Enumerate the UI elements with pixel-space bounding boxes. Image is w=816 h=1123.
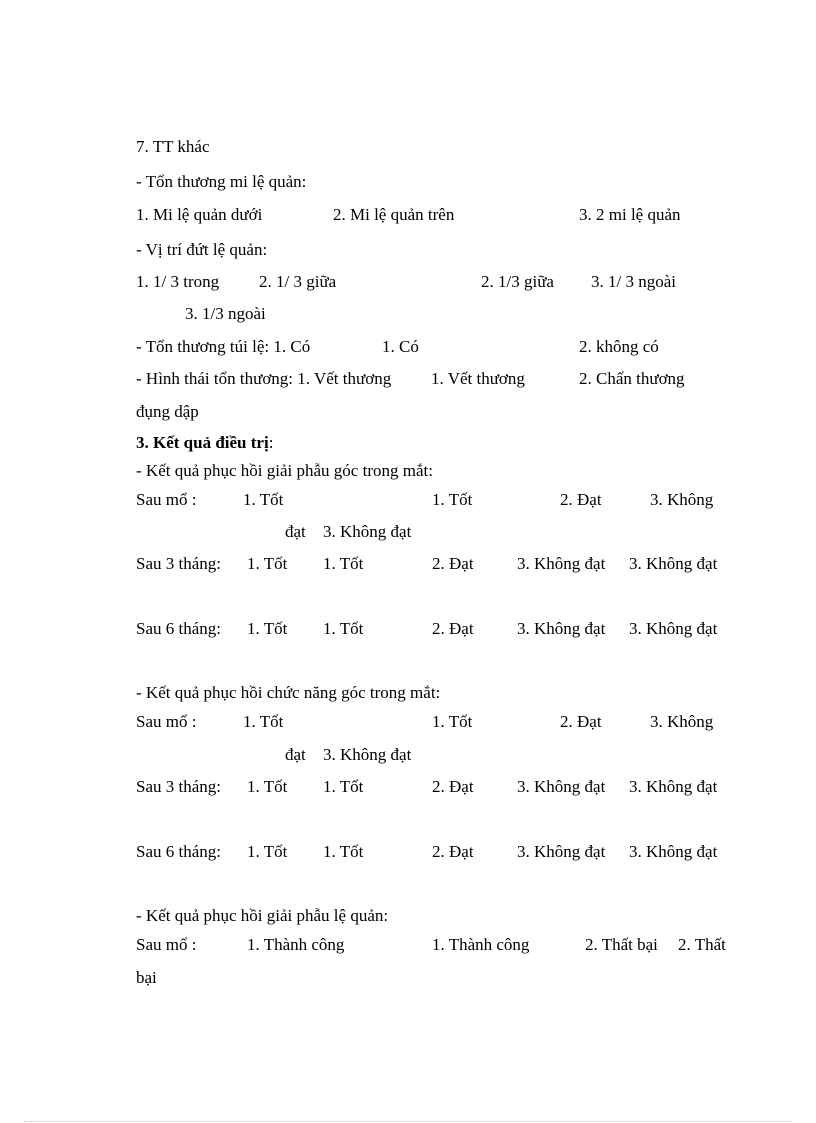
- gp-goc-sau-6-label: Sau 6 tháng:: [136, 619, 221, 638]
- gp-le-quan-sau-mo-option: 1. Thành công: [247, 935, 345, 954]
- hinh-thai-continuation: đụng dập: [136, 402, 199, 421]
- cn-goc-sau-mo-option: 1. Tốt: [243, 712, 284, 731]
- cn-goc-sau-6-option: 2. Đạt: [432, 842, 474, 861]
- gp-goc-sau-6-option: 1. Tốt: [323, 619, 364, 638]
- cn-goc-sau-mo-option: 3. Không: [650, 712, 714, 731]
- mi-le-quan-option: 1. Mi lệ quản dưới: [136, 205, 263, 224]
- gp-goc-sau-3-option: 3. Không đạt: [629, 554, 718, 573]
- cn-goc-sau-3-label: Sau 3 tháng:: [136, 777, 221, 796]
- gp-le-quan-sau-mo-option: 2. Thất bại: [585, 935, 658, 954]
- tui-le-option: 1. Có: [382, 337, 419, 356]
- hinh-thai-option: 1. Vết thương: [431, 369, 525, 388]
- mi-le-quan-option: 2. Mi lệ quản trên: [333, 205, 455, 224]
- heading-ket-qua-text: 3. Kết quả điều trị: [136, 433, 269, 452]
- cn-goc-sau-3-option: 3. Không đạt: [517, 777, 606, 796]
- gp-goc-sau-mo-label: Sau mổ :: [136, 490, 197, 509]
- vi-tri-option: 3. 1/ 3 ngoài: [591, 272, 676, 291]
- vi-tri-label: - Vị trí đứt lệ quản:: [136, 240, 268, 259]
- gp-goc-sau-mo-continuation: đạt: [285, 522, 306, 541]
- gp-goc-sau-3-option: 2. Đạt: [432, 554, 474, 573]
- gp-goc-sau-3-option: 1. Tốt: [247, 554, 288, 573]
- cn-goc-sau-6-option: 3. Không đạt: [517, 842, 606, 861]
- page-bottom-border: [24, 1121, 792, 1122]
- gp-goc-sau-6-option: 3. Không đạt: [517, 619, 606, 638]
- gp-goc-sau-mo-option: 3. Không: [650, 490, 714, 509]
- gp-goc-sau-3-option: 1. Tốt: [323, 554, 364, 573]
- hinh-thai-label: - Hình thái tổn thương: 1. Vết thương: [136, 369, 392, 388]
- gp-le-quan-sau-mo-label: Sau mổ :: [136, 935, 197, 954]
- vi-tri-option: 1. 1/ 3 trong: [136, 272, 220, 291]
- cn-goc-sau-6-option: 1. Tốt: [247, 842, 288, 861]
- gp-goc-sau-6-option: 1. Tốt: [247, 619, 288, 638]
- mi-le-quan-option: 3. 2 mi lệ quản: [579, 205, 681, 224]
- gp-goc-sau-3-label: Sau 3 tháng:: [136, 554, 221, 573]
- cn-goc-sau-mo-option: 2. Đạt: [560, 712, 602, 731]
- gp-goc-sau-mo-option: 1. Tốt: [432, 490, 473, 509]
- gp-goc-sau-6-option: 3. Không đạt: [629, 619, 718, 638]
- cn-goc-sau-mo-continuation: đạt: [285, 745, 306, 764]
- gp-le-quan-title: - Kết quả phục hồi giải phẫu lệ quản:: [136, 906, 389, 925]
- cn-goc-sau-3-option: 3. Không đạt: [629, 777, 718, 796]
- cn-goc-sau-6-option: 1. Tốt: [323, 842, 364, 861]
- vi-tri-option: 2. 1/ 3 giữa: [259, 272, 337, 291]
- cn-goc-sau-6-label: Sau 6 tháng:: [136, 842, 221, 861]
- cn-goc-sau-mo-label: Sau mổ :: [136, 712, 197, 731]
- cn-goc-sau-3-option: 2. Đạt: [432, 777, 474, 796]
- cn-goc-sau-6-option: 3. Không đạt: [629, 842, 718, 861]
- gp-goc-sau-mo-option: 2. Đạt: [560, 490, 602, 509]
- section-tt-khac: 7. TT khác: [136, 137, 210, 156]
- gp-goc-sau-mo-option: 1. Tốt: [243, 490, 284, 509]
- vi-tri-option: 2. 1/3 giữa: [481, 272, 554, 291]
- heading-ket-qua-colon: :: [268, 433, 274, 452]
- gp-goc-sau-mo-option: 3. Không đạt: [323, 522, 412, 541]
- gp-le-quan-sau-mo-option: 2. Thất: [678, 935, 726, 954]
- tui-le-label: - Tổn thương túi lệ: 1. Có: [136, 337, 311, 356]
- gp-goc-sau-6-option: 2. Đạt: [432, 619, 474, 638]
- cn-goc-sau-3-option: 1. Tốt: [323, 777, 364, 796]
- gp-goc-title: - Kết quả phục hồi giải phẫu góc trong mắt:: [136, 461, 433, 480]
- vi-tri-option: 3. 1/3 ngoài: [185, 304, 266, 323]
- gp-le-quan-sau-mo-continuation: bại: [136, 968, 157, 987]
- heading-ket-qua: [136, 433, 273, 453]
- cn-goc-sau-mo-option: 3. Không đạt: [323, 745, 412, 764]
- hinh-thai-option: 2. Chấn thương: [579, 369, 685, 388]
- cn-goc-sau-3-option: 1. Tốt: [247, 777, 288, 796]
- gp-goc-sau-3-option: 3. Không đạt: [517, 554, 606, 573]
- cn-goc-sau-mo-option: 1. Tốt: [432, 712, 473, 731]
- cn-goc-title: - Kết quả phục hồi chức năng góc trong mắt:: [136, 683, 441, 702]
- mi-le-quan-label: - Tổn thương mi lệ quản:: [136, 172, 307, 191]
- tui-le-option: 2. không có: [579, 337, 659, 356]
- gp-le-quan-sau-mo-option: 1. Thành công: [432, 935, 530, 954]
